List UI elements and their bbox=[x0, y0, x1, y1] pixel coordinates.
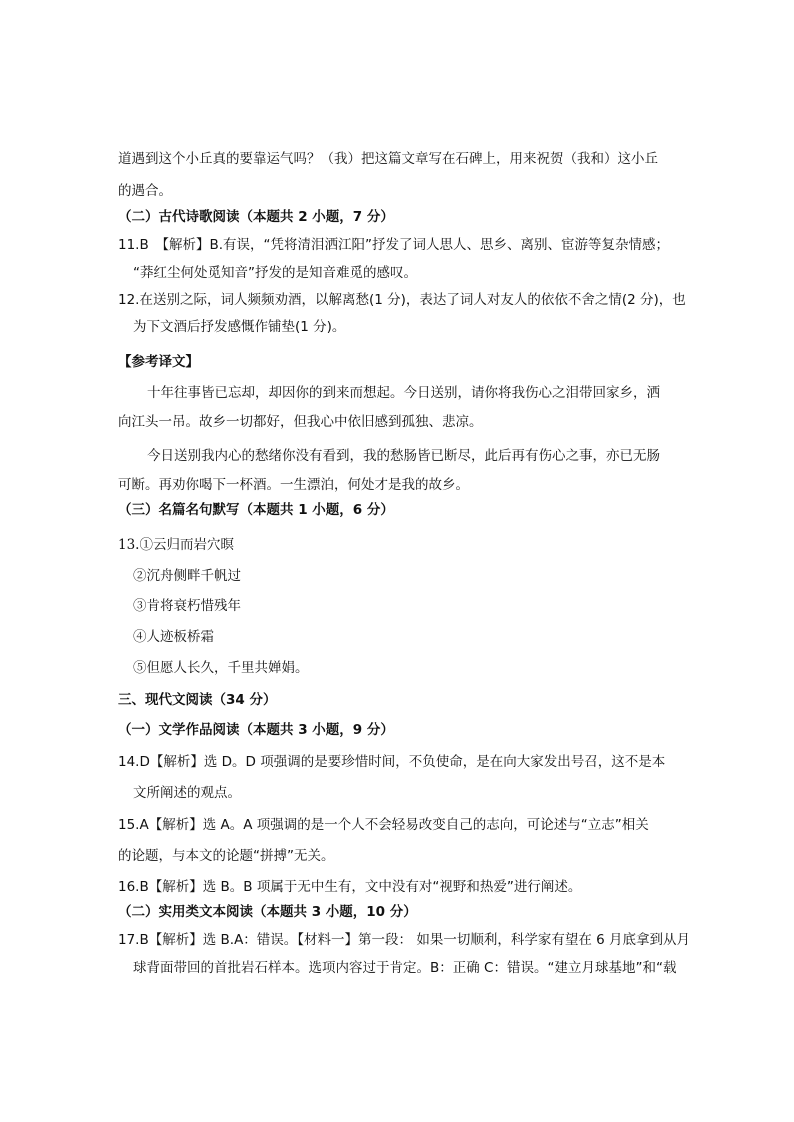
section-heading: 【参考译文】 bbox=[118, 354, 199, 370]
section-heading: （二）古代诗歌阅读（本题共 2 小题，7 分） bbox=[118, 209, 394, 225]
answer-line: ④人迹板桥霜 bbox=[133, 629, 214, 645]
answer-line: ③肯将衰朽惜残年 bbox=[133, 598, 241, 614]
section-heading: 三、现代文阅读（34 分） bbox=[118, 692, 277, 708]
text-line: 可断。再劝你喝下一杯酒。一生漂泊，何处才是我的故乡。 bbox=[118, 477, 469, 493]
answer-line: 球背面带回的首批岩石样本。选项内容过于肯定。B：正确 C：错误。“建立月球基地”和“载 bbox=[133, 960, 677, 976]
section-heading: （三）名篇名句默写（本题共 1 小题，6 分） bbox=[118, 502, 394, 518]
answer-line: 13.①云归而岩穴暝 bbox=[118, 537, 234, 553]
answer-line: “莽红尘何处觅知音”抒发的是知音难觅的感叹。 bbox=[133, 265, 417, 281]
answer-line: 的论题，与本文的论题“拼搏”无关。 bbox=[118, 848, 335, 864]
text-line: 的遇合。 bbox=[118, 183, 172, 199]
answer-line: 文所阐述的观点。 bbox=[133, 785, 241, 801]
section-heading: （一）文学作品阅读（本题共 3 小题，9 分） bbox=[118, 722, 394, 738]
answer-line: 15.A【解析】选 A。A 项强调的是一个人不会轻易改变自己的志向，可论述与“立志”相关 bbox=[118, 817, 649, 833]
answer-line: 11.B 【解析】B.有误，“凭将清泪洒江阳”抒发了词人思人、思乡、离别、宦游等复杂情感； bbox=[118, 237, 670, 253]
answer-line: ⑤但愿人长久，千里共婵娟。 bbox=[133, 660, 309, 676]
text-line: 道遇到这个小丘真的要靠运气吗？（我）把这篇文章写在石碑上，用来祝贺（我和）这小丘 bbox=[118, 151, 658, 167]
text-line: 向江头一吊。故乡一切都好，但我心中依旧感到孤独、悲凉。 bbox=[118, 414, 483, 430]
section-heading: （二）实用类文本阅读（本题共 3 小题，10 分） bbox=[118, 904, 417, 920]
text-line: 今日送别我内心的愁绪你没有看到，我的愁肠皆已断尽，此后再有伤心之事，亦已无肠 bbox=[147, 448, 660, 464]
answer-line: 17.B【解析】选 B.A：错误。【材料一】第一段： 如果一切顺利，科学家有望在 6 月底拿到从月 bbox=[118, 932, 691, 948]
answer-line: 为下文酒后抒发感慨作铺垫(1 分)。 bbox=[133, 319, 346, 335]
answer-line: 16.B【解析】选 B。B 项属于无中生有，文中没有对“视野和热爱”进行阐述。 bbox=[118, 879, 582, 895]
answer-line: 12.在送别之际，词人频频劝酒，以解离愁(1 分)，表达了词人对友人的依依不舍之情(2 分)，也 bbox=[118, 292, 686, 308]
answer-line: 14.D【解析】选 D。D 项强调的是要珍惜时间，不负使命，是在向大家发出号召，这不是本 bbox=[118, 754, 666, 770]
text-line: 十年往事皆已忘却，却因你的到来而想起。今日送别，请你将我伤心之泪带回家乡，洒 bbox=[147, 385, 660, 401]
answer-line: ②沉舟侧畔千帆过 bbox=[133, 568, 241, 584]
